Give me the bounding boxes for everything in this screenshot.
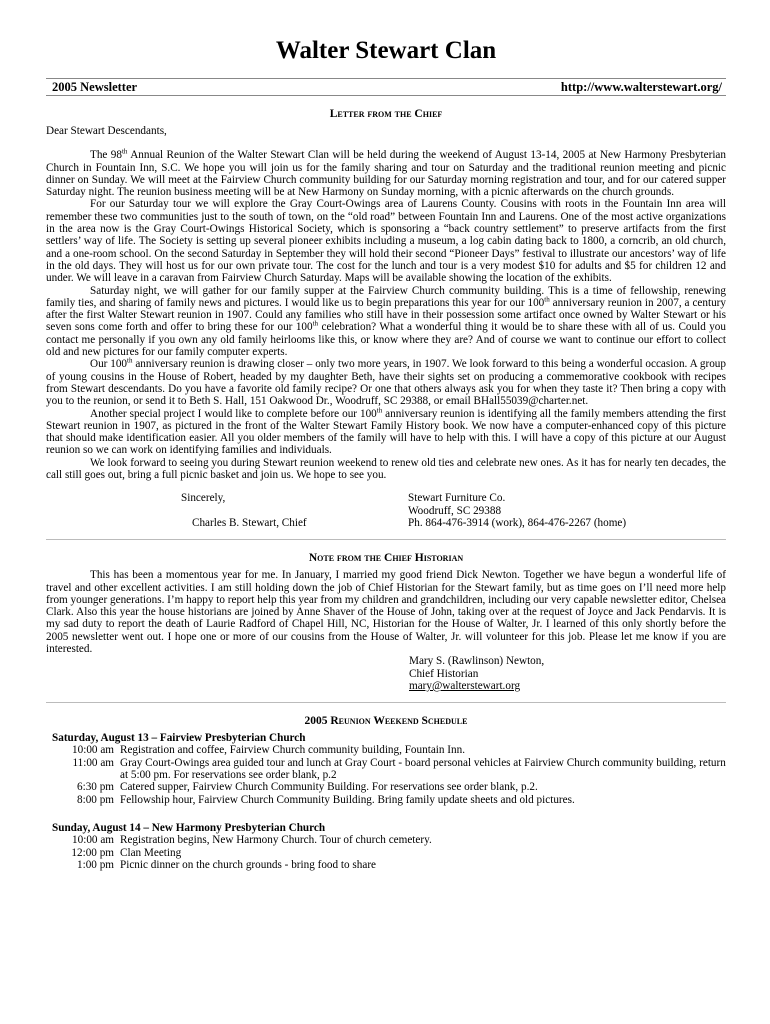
schedule-day-heading: Sunday, August 14 – New Harmony Presbyterian Church [52, 821, 326, 834]
historian-signature: Mary S. (Rawlinson) Newton, Chief Historian mary@walterstewart.org [46, 655, 726, 692]
schedule-row: 8:00 pm Fellowship hour, Fairview Church Community Building. Bring family update sheets and old pictures. [77, 793, 575, 806]
letter-paragraph-4: Our 100th anniversary reunion is drawing closer – only two more years, in 1907. We look forward to this being a wonderful occasion. A group of young cousins in the House of Robert, headed by my daughter Beth, have their sights set on producing a commemorative cookbook with recipes from Stewart descendants. Do you have a favorite old family recipe? Or one that others always ask you for when they taste it? Then bring a copy with you to the reunion, or send it to Beth S. Hall, 151 Oakwood Dr., Woodruff, SC 29388, or email BHall55039@charter.net. [46, 356, 726, 408]
historian-email-link[interactable]: mary@walterstewart.org [409, 679, 521, 692]
letter-signer: Charles B. Stewart, Chief [192, 516, 307, 529]
letter-paragraph-1: The 98th Annual Reunion of the Walter Stewart Clan will be held during the weekend of August 13-14, 2005 at New Harmony Presbyterian Church in Fountain Inn, S.C. We hope you will join us for the family sharing and tour on Saturday and the traditional reunion meeting and picnic dinner on Sunday. We will meet at the Fairview Church community building for our Saturday morning registration and tour, and for our catered supper Saturday night. The reunion business meeting will be at New Harmony on Sunday morning, with a picnic afterwards on the church grounds. [46, 147, 726, 199]
section-divider [46, 702, 726, 703]
letter-signature [46, 492, 726, 529]
schedule-row: 11:00 am Gray Court-Owings area guided tour and lunch at Gray Court - board personal vehicles at Fairview Church community building, return at 5:00 pm. For reservations see order blank, p.2 [72, 756, 726, 782]
newsletter-page [46, 36, 726, 871]
signer-address: Stewart Furniture Co. Woodruff, SC 29388 Ph. 864-476-3914 (work), 864-476-2267 (home) [408, 492, 627, 529]
header-bar [46, 79, 726, 95]
letter-paragraph-2: For our Saturday tour we will explore the Gray Court-Owings area of Laurens County. Cousins with roots in the Fountain Inn area will remember these two communities just to the south of town, on the “old road” between Fountain Inn and Laurens. One of the most active organizations in the area now is the Gray Court-Owings Historical Society, which is sponsoring a “back country settlement” to preserve artifacts from the first settlers’ way of life. The Society is setting up several pioneer exhibits including a museum, a log cabin dating back to 1800, a corncrib, an old church, and a one-room school. On the second Saturday in September they will hold their second “Pioneer Days” festival to illustrate our ancestors’ way of life in the old days. They will host us for our own private tour. The cost for the lunch and tour is a very modest $10 for adults and $5 for children 12 and under. We will leave in a caravan from Fairview Church Saturday. Maps will be available showing the location of the exhibits. [46, 198, 726, 285]
historian-section-title: Note from the Chief Historian [308, 552, 464, 565]
schedule-row: 1:00 pm Picnic dinner on the church grounds - bring food to share [77, 858, 377, 871]
letter-salutation: Dear Stewart Descendants, [46, 125, 167, 137]
header-rule-bottom [46, 95, 726, 96]
schedule-day-heading: Saturday, August 13 – Fairview Presbyterian Church [52, 732, 306, 745]
letter-section-title: Letter from the Chief [329, 108, 443, 120]
letter-paragraph-5: Another special project I would like to complete before our 100th anniversary reunion is identifying all the family members attending the first Stewart reunion in 1907, as pictured in the front of the Walter Stewart Family History book. We now have a computer-enhanced copy of this picture that should make identification easier. All you older members of the family will have to help with this. I will have a copy of this picture at our August reunion so we can work on identifying families and individuals. [46, 405, 726, 457]
section-divider [46, 539, 726, 540]
schedule-row: 10:00 am Registration begins, New Harmony Church. Tour of church cemetery. [72, 834, 432, 847]
schedule-row: 12:00 pm Clan Meeting [71, 846, 182, 859]
website-url[interactable]: http://www.walterstewart.org/ [560, 80, 722, 94]
letter-paragraph-3: Saturday night, we will gather for our family supper at the Fairview Church community building. This is a time of fellowship, renewing family ties, and sharing of family news and pictures. I would like us to begin preparations this year for our 100th anniversary reunion in 2007, a century after the first Walter Stewart reunion in 1907. Could any families who still have in their possession some artifact once owned by Walter Stewart or his seven sons come forth and offer to bring these for our 100th celebration? What a wonderful thing it would be to share these with all of us. Could you contact me personally if you own any old family heirlooms like this, or know where they are? And of course we want to continue our effort to collect old and new pictures for our family computer experts. [46, 284, 726, 359]
schedule-row: 6:30 pm Catered supper, Fairview Church Community Building. For reservations see order blank, p.2. [77, 781, 538, 794]
schedule [46, 732, 726, 871]
letter-paragraph-6: We look forward to seeing you during Stewart reunion weekend to renew old ties and celebrate new ones. As it has for nearly ten decades, the call still goes out, bring a full picnic basket and join us. We hope to see you. [46, 456, 726, 482]
edition-label: 2005 Newsletter [52, 80, 138, 94]
letter-closing: Sincerely, [181, 492, 226, 505]
historian-paragraph: This has been a momentous year for me. In January, I married my good friend Dick Newton. Together we have begun a wonderful life of travel and other excellent activities. I am still holding down the job of Chief Historian for the Stewart family, but as time goes on I’ll need more help from younger generations. I’m happy to report help this year from my children and grandchildren, including our very capable newsletter editor, Chelsea Clark. Also this year the house historians are joined by Anne Shaver of the House of John, taking over at the request of Joyce and Jack Pendarvis. It is my sad duty to report the death of Laurie Radford of Chapel Hill, NC, Historian for the House of Walter, Jr. I learned of this only shortly before the 2005 newsletter went out. I hope one or more of our cousins from the House of Walter, Jr. will volunteer for this job. Please let me know if you are interested. [46, 569, 726, 655]
page-title: Walter Stewart Clan [275, 37, 497, 64]
schedule-section-title: 2005 Reunion Weekend Schedule [304, 715, 468, 728]
schedule-row: 10:00 am Registration and coffee, Fairview Church community building, Fountain Inn. [72, 744, 465, 757]
